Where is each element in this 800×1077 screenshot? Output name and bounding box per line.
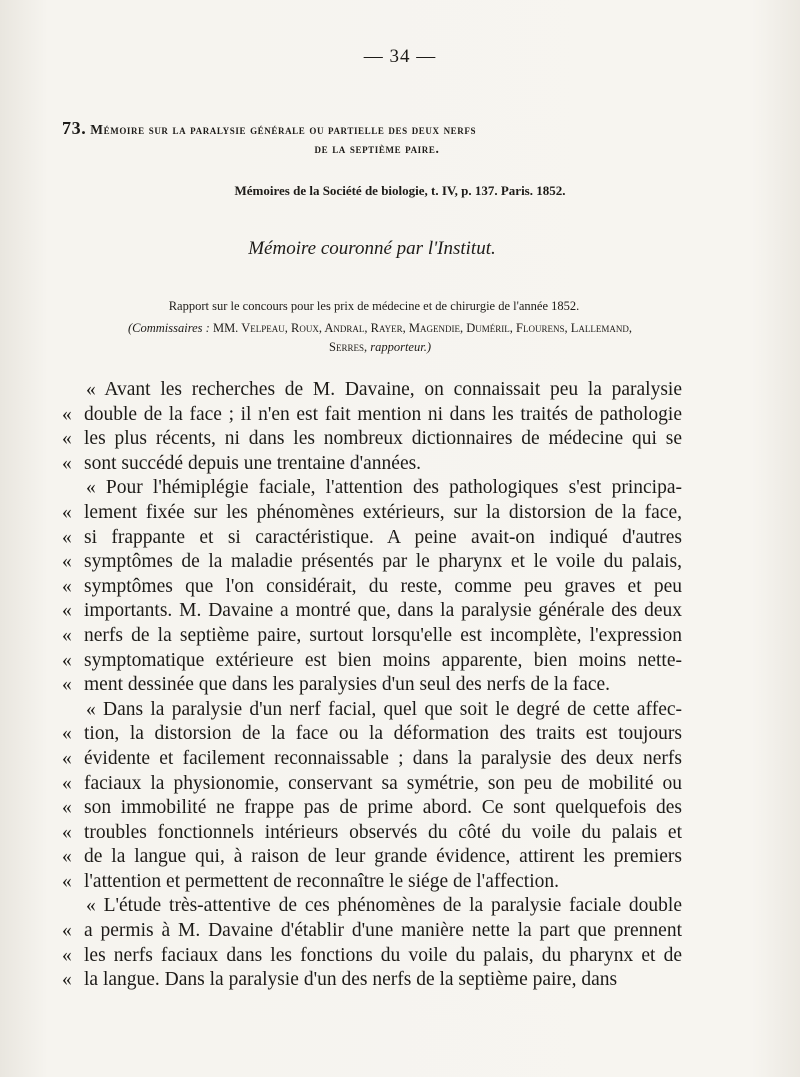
article-number: 73.: [62, 118, 87, 138]
paragraph: [62, 894, 682, 992]
text-line: [62, 870, 682, 895]
quote-mark: «: [62, 551, 72, 573]
commissioners-label: (Commissaires :: [127, 321, 210, 335]
award-note: Mémoire couronné par l'Institut.: [248, 238, 496, 259]
text-line: [62, 526, 682, 551]
line-text: a permis à M. Davaine d'établir d'une manière nette la part que prennent: [84, 920, 682, 942]
text-line: « Dans la paralysie d'un nerf facial, quel que soit le degré de cette affec-: [86, 698, 682, 720]
line-text: les plus récents, ni dans les nombreux dictionnaires de médecine qui se: [84, 428, 682, 450]
text-line: [62, 599, 682, 624]
text-line: [62, 501, 682, 526]
quote-mark: «: [62, 428, 72, 450]
quote-mark: «: [62, 649, 72, 671]
text-line: « Pour l'hémiplégie faciale, l'attention des pathologiques s'est principa-: [86, 477, 682, 499]
text-line: [62, 673, 682, 698]
paragraph: [62, 698, 682, 895]
quote-mark: «: [62, 747, 72, 769]
text-line: [62, 722, 682, 747]
quote-mark: «: [62, 403, 72, 425]
text-line: [62, 403, 682, 428]
quote-mark: «: [62, 846, 72, 868]
line-text: si frappante et si caractéristique. A peine avait-on indiqué d'autres: [84, 526, 682, 548]
line-text: symptômes que l'on considérait, du reste, comme peu graves et peu: [84, 575, 682, 597]
line-text: importants. M. Davaine a montré que, dans la paralysie générale des deux: [84, 600, 682, 622]
text-line: [62, 747, 682, 772]
line-text: tion, la distorsion de la face ou la déformation des traits est toujours: [84, 723, 682, 745]
commissioners-names: MM. Velpeau, Roux, Andral, Rayer, Magendie, Duméril, Flourens, Lallemand,: [212, 321, 632, 335]
commissioners-last-name: Serres,: [329, 340, 368, 354]
quote-mark: «: [62, 772, 72, 794]
article-heading: [62, 118, 702, 157]
rapporteur-label: rapporteur.): [370, 340, 431, 354]
line-text: la langue. Dans la paralysie d'un des nerfs de la septième paire, dans: [84, 969, 618, 991]
paragraph: [62, 476, 682, 697]
text-line: « Avant les recherches de M. Davaine, on connaissait peu la paralysie: [86, 379, 682, 400]
quote-mark: «: [62, 821, 72, 843]
text-line: [62, 550, 682, 575]
publication-source: Mémoires de la Société de biologie, t. IV, p. 137. Paris. 1852.: [234, 183, 566, 198]
line-text: ment dessinée que dans les paralysies d'un seul des nerfs de la face.: [84, 674, 611, 696]
quote-mark: «: [62, 723, 72, 745]
report-line: Rapport sur le concours pour les prix de médecine et de chirurgie de l'année 1852.: [168, 299, 580, 313]
quote-mark: «: [62, 920, 72, 942]
quote-mark: «: [62, 797, 72, 819]
text-line: [62, 624, 682, 649]
text-line: [62, 821, 682, 846]
text-line: [62, 919, 682, 944]
article-title-line-1: Mémoire sur la paralysie générale ou partielle des deux nerfs: [90, 122, 477, 137]
line-text: sont succédé depuis une trentaine d'années.: [84, 452, 422, 474]
body-text: [62, 378, 682, 993]
text-line: [62, 772, 682, 797]
text-line: [62, 968, 682, 993]
quote-mark: «: [62, 600, 72, 622]
article-title-line-2: de la septième paire.: [314, 141, 440, 156]
text-line: [62, 427, 682, 452]
text-line: « L'étude très-attentive de ces phénomènes de la paralysie faciale double: [86, 895, 682, 917]
quote-mark: «: [62, 944, 72, 966]
text-line: [62, 796, 682, 821]
line-text: nerfs de la septième paire, surtout lorsqu'elle est incomplète, l'expression: [84, 624, 682, 646]
line-text: les nerfs faciaux dans les fonctions du voile du palais, du pharynx et de: [84, 944, 682, 966]
quote-mark: «: [62, 870, 72, 892]
text-line: [62, 575, 682, 600]
line-text: symptomatique extérieure est bien moins apparente, bien moins nette-: [84, 649, 682, 671]
quote-mark: «: [62, 452, 72, 474]
heading-line-1: [62, 118, 702, 139]
line-text: son immobilité ne frappe pas de prime abord. Ce sont quelquefois des: [84, 797, 682, 819]
quote-mark: «: [62, 624, 72, 646]
line-text: troubles fonctionnels intérieurs observés du côté du voile du palais et: [84, 821, 682, 843]
text-line: [62, 944, 682, 969]
line-text: double de la face ; il n'en est fait mention ni dans les traités de pathologie: [84, 403, 682, 425]
quote-mark: «: [62, 501, 72, 523]
line-text: faciaux la physionomie, conservant sa symétrie, son peu de mobilité ou: [84, 772, 682, 794]
commissioners: [70, 319, 690, 357]
text-line: [62, 845, 682, 870]
line-text: symptômes de la maladie présentés par le pharynx et le voile du palais,: [84, 551, 682, 573]
quote-mark: «: [62, 575, 72, 597]
quote-mark: «: [62, 969, 72, 991]
text-line: [62, 452, 682, 477]
page-number: — 34 —: [363, 46, 437, 67]
line-text: de la langue qui, à raison de leur grande évidence, attirent les premiers: [84, 846, 682, 868]
quote-mark: «: [62, 674, 72, 696]
quote-mark: «: [62, 526, 72, 548]
paragraph: [62, 378, 682, 476]
line-text: évidente et facilement reconnaissable ; dans la paralysie des deux nerfs: [84, 747, 682, 769]
text-line: [62, 649, 682, 674]
line-text: l'attention et permettent de reconnaître le siége de l'affection.: [84, 870, 559, 892]
line-text: lement fixée sur les phénomènes extérieurs, sur la distorsion de la face,: [84, 501, 682, 523]
